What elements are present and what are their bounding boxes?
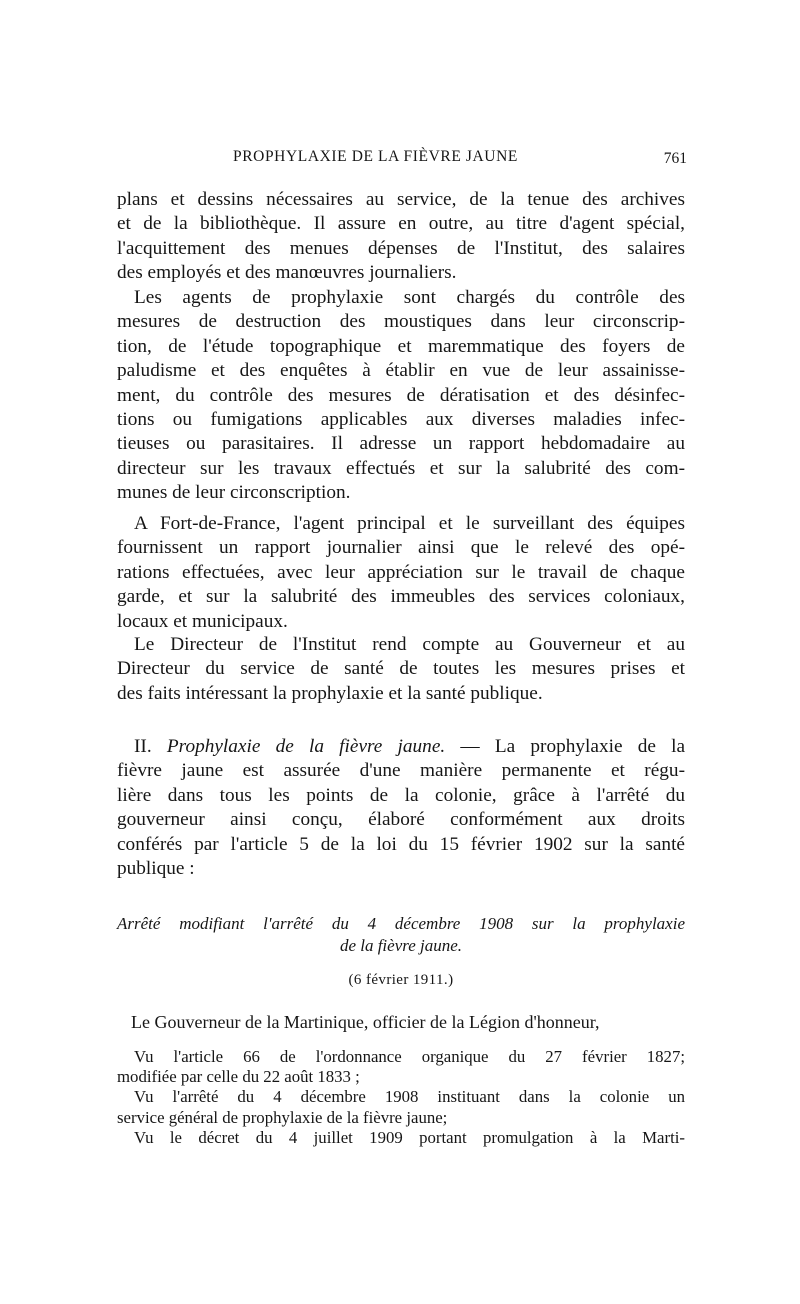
paragraph-2 [117,286,685,506]
text-line: et de la bibliothèque. Il assure en outre, au titre d'agent spécial, [117,213,685,235]
text-line: publique : [117,857,195,879]
text-line: tion, de l'étude topographique et maremmatique des foyers de [117,335,685,357]
arrete-title [117,913,685,957]
text-line: A Fort-de-France, l'agent principal et le surveillant des équipes [134,513,685,534]
visa-line: modifiée par celle du 22 août 1833 ; [117,1067,360,1087]
text-fragment: — La prophylaxie de la [460,736,686,757]
text-line: tions ou fumigations applicables aux diverses maladies infec- [117,408,685,430]
arrete-title-line: Arrêté modifiant l'arrêté du 4 décembre 1908 sur la prophylaxie [117,914,685,933]
paragraph-3 [117,512,685,634]
running-title: PROPHYLAXIE DE LA FIÈVRE JAUNE [233,148,518,165]
arrete-date: (6 février 1911.) [348,972,454,988]
text-line: conférés par l'article 5 de la loi du 15 février 1902 sur la santé [117,833,685,855]
text-line: locaux et municipaux. [117,610,288,632]
text-line: rations effectuées, avec leur appréciation sur le travail de chaque [117,561,685,583]
text-line: plans et dessins nécessaires au service, de la tenue des archives [117,189,685,210]
text-line: des faits intéressant la prophylaxie et la santé publique. [117,682,543,704]
governor-line: Le Gouverneur de la Martinique, officier de la Légion d'honneur, [131,1012,600,1032]
text-line: fièvre jaune est assurée d'une manière permanente et régu- [117,760,685,782]
text-line: Les agents de prophylaxie sont chargés du contrôle des [134,287,685,308]
visa-line: service général de prophylaxie de la fièvre jaune; [117,1107,448,1127]
visa-line: Vu l'article 66 de l'ordonnance organique du 27 février 1827; [134,1047,685,1066]
text-line: munes de leur circonscription. [117,482,351,504]
section-title: Prophylaxie de la fièvre jaune. [166,736,446,757]
visa-line: Vu l'arrêté du 4 décembre 1908 instituant dans la colonie un [134,1087,685,1107]
text-line: ment, du contrôle des mesures de dératisation et des désinfec- [117,384,685,406]
text-line: gouverneur ainsi conçu, élaboré conformément aux droits [117,809,685,831]
text-line: mesures de destruction des moustiques dans leur circonscrip- [117,311,685,333]
section-heading-line [117,735,685,759]
page-number: 761 [663,150,687,167]
text-line: garde, et sur la salubrité des immeubles des services coloniaux, [117,586,685,608]
paragraph-1 [117,188,685,286]
section-number: II. [134,736,152,757]
text-line: directeur sur les travaux effectués et sur la salubrité des com- [117,457,685,479]
text-line: paludisme et des enquêtes à établir en vue de leur assainisse- [117,360,685,382]
text-line: des employés et des manœuvres journaliers. [117,262,457,284]
visa-line: Vu le décret du 4 juillet 1909 portant promulgation à la Marti- [134,1127,685,1147]
text-line: Directeur du service de santé de toutes les mesures prises et [117,658,685,680]
text-line: Le Directeur de l'Institut rend compte au Gouverneur et au [134,634,685,655]
paragraph-4 [117,633,685,706]
text-line: l'acquittement des menues dépenses de l'Institut, des salaires [117,237,685,259]
text-line: tieuses ou parasitaires. Il adresse un rapport hebdomadaire au [117,433,685,455]
visas [117,1047,685,1148]
running-header [117,148,687,174]
section-2 [117,735,685,881]
text-line: fournissent un rapport journalier ainsi que le relevé des opé- [117,537,685,559]
text-line: lière dans tous les points de la colonie, grâce à l'arrêté du [117,784,685,806]
arrete-title-line: de la fièvre jaune. [339,936,463,955]
